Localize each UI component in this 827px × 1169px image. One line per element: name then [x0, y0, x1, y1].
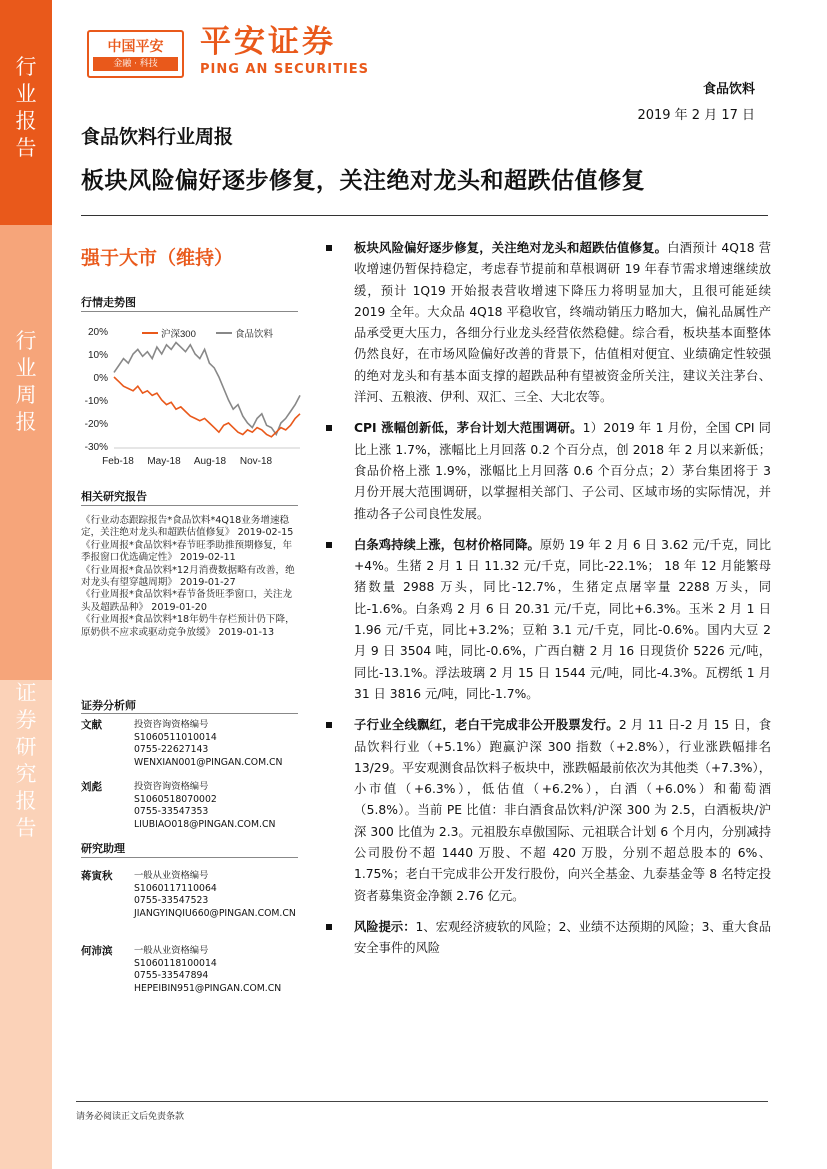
- analyst-name: 刘彪: [81, 781, 102, 793]
- side-band-bottom: [0, 680, 52, 1169]
- key-point-body: 1、宏观经济疲软的风险；2、业绩不达预期的风险；3、重大食品安全事件的风险: [354, 919, 771, 956]
- key-point-body: 白酒预计 4Q18 营收增速仍暂保持稳定，考虑春节提前和草根调研 19 年春节需求增速继续放缓，预计 1Q19 开始报表营收增速下降压力将明显加大，且很可能延续 2019 全年。大众品 4Q18 平稳收官，终端动销压力略加大，偏礼品属性产品承受更大压力，各细分行业龙头经营依然稳健。综合看，板块基本面整体仍然良好，在市场风险偏好改善的背景下，估值相对便宜、业绩确定性较强的绝对龙头和有基本面支撑的超跌品种有望被资金所关注，建议关注茅台、洋河、五粮液、伊利、双汇、三全、大北农等。: [354, 241, 771, 405]
- y-tick-label: 0%: [93, 373, 108, 384]
- bullet-icon: [326, 542, 332, 548]
- page-title: 板块风险偏好逐步修复，关注绝对龙头和超跌估值修复: [81, 168, 645, 194]
- related-report-date: 2019-02-11: [180, 552, 236, 564]
- chart-section-title: 行情走势图: [81, 296, 136, 309]
- section-divider: [81, 857, 298, 858]
- section-divider: [81, 505, 298, 506]
- x-tick-label: May-18: [147, 456, 181, 467]
- analyst-phone: 0755-22627143: [134, 744, 209, 756]
- side-dept: 证 券 研 究 报 告: [15, 681, 37, 840]
- assistant-cert-number: S1060118100014: [134, 957, 217, 969]
- ping-an-logo: [87, 30, 184, 78]
- assistant-phone: 0755-33547523: [134, 895, 209, 907]
- key-point: [326, 418, 771, 524]
- section-divider: [81, 311, 298, 312]
- bullet-icon: [326, 245, 332, 251]
- bullet-icon: [326, 722, 332, 728]
- analyst-cert-number: S1060511010014: [134, 731, 217, 743]
- assistant-name: 何沛滨: [81, 945, 113, 957]
- market-trend-chart: [80, 320, 302, 470]
- related-report-item[interactable]: [81, 515, 301, 540]
- assistant-name: 蒋寅秋: [81, 870, 113, 882]
- key-point-lead: 子行业全线飘红，老白干完成非公开股票发行。: [354, 718, 619, 733]
- brand-name-en: PING AN SECURITIES: [200, 62, 370, 77]
- key-point-body: 2 月 11 日-2 月 15 日，食品饮料行业（+5.1%）跑赢沪深 300 指数（+2.8%），行业涨跌幅排名 13/29。平安观测食品饮料子板块中，涨跌幅最前依次为其他类（+7.3%），小市值（+6.3%），低估值（+6.2%），白酒（+6.0%）和葡萄酒（5.8%）。当前 PE 比值：非白酒食品饮料/沪深 300 为 2.5，白酒板块/沪深 300 比值为 2.3。元祖股东卓傲国际、元祖联合计划 6 个月内，分别减持公司股份不超 1440 万股、不超 420 万股，分别不超总股本的 6%、1.75%；老白干完成非公开发行股份，向兴全基金、九泰基金等 8 名特定投资者募集资金净额 2.76 亿元。: [354, 718, 771, 903]
- key-point-lead: CPI 涨幅创新低，茅台计划大范围调研。: [354, 421, 583, 436]
- key-point-body: 原奶 19 年 2 月 6 日 3.62 元/千克，同比+4%。生猪 2 月 1 日 11.32 元/千克，同比-22.1%； 18 年 12 月能繁母猪数量 2988 万头，同比-12.7%，生猪定点屠宰量 2288 万头，同比-1.6%。白条鸡 2 月 6 日 20.31 元/千克，同比+6.3%。玉米 2 月 1 日 1.96 元/千克，同比+3.2%；豆粕 3.1 元/千克，同比-0.6%。国内大豆 2 月 9 日 3504 吨，同比-0.6%，广西白糖 2 月 16 日现货价 5226 元/吨，同比-13.1%。浮法玻璃 2 月 15 日 1544 元/吨，同比-4.3%。瓦楞纸 1 月 31 日 3816 元/吨，同比-1.7%。: [354, 537, 771, 701]
- assistant-phone: 0755-33547894: [134, 970, 209, 982]
- related-section-title: 相关研究报告: [81, 490, 147, 503]
- footer-disclaimer: 请务必阅读正文后免责条款: [76, 1112, 185, 1122]
- rating: 强于大市（维持）: [81, 247, 234, 269]
- y-tick-label: 10%: [87, 350, 108, 361]
- y-tick-label: -20%: [84, 419, 108, 430]
- related-reports-list: [81, 515, 301, 639]
- analyst-qualification-label: 投资咨询资格编号: [134, 719, 209, 730]
- chart-svg: [80, 320, 302, 470]
- key-point: [326, 238, 771, 408]
- key-point-body: 1）2019 年 1 月份，全国 CPI 同比上涨 1.7%，涨幅比上月回落 0.2 个百分点，创 2018 年 2 月以来新低；食品价格上涨 1.9%，涨幅比上月回落 0.6 个百分点；2）茅台集团将于 3 月份开展大范围调研，以掌握相关部门、子公司、区域市场的实际情况，并推动各子公司良性发展。: [354, 421, 771, 521]
- assistant-info: [134, 945, 304, 996]
- section-divider: [81, 713, 298, 714]
- x-tick-label: Aug-18: [193, 456, 227, 467]
- side-period: 行 业 周 报: [15, 329, 37, 434]
- key-point: [326, 535, 771, 705]
- x-tick-label: Feb-18: [102, 456, 134, 467]
- assistant-qualification-label: 一般从业资格编号: [134, 945, 209, 956]
- assistant-email[interactable]: HEPEIBIN951@PINGAN.COM.CN: [134, 983, 282, 995]
- footer-divider: [76, 1101, 768, 1102]
- assistants-section-title: 研究助理: [81, 842, 125, 855]
- related-report-date: 2019-01-20: [151, 601, 207, 613]
- related-report-item[interactable]: [81, 540, 301, 565]
- report-date: 2019 年 2 月 17 日: [637, 108, 755, 123]
- related-report-date: 2019-01-27: [180, 577, 236, 589]
- related-report-title: 《行业周报*食品饮料*春节备货旺季窗口，关注龙头及超跌品种》: [81, 589, 293, 613]
- analyst-qualification-label: 投资咨询资格编号: [134, 781, 209, 792]
- legend-label: 沪深300: [161, 329, 196, 340]
- logo-main-text: 中国平安: [107, 39, 164, 55]
- x-tick-label: Nov-18: [239, 456, 273, 467]
- bullet-icon: [326, 924, 332, 930]
- side-category: 行 业 报 告: [15, 55, 37, 160]
- industry-tag: 食品饮料: [702, 82, 755, 97]
- related-report-title: 《行业周报*食品饮料*春节旺季助推预期修复，年季报窗口优选确定性》: [81, 539, 293, 564]
- y-tick-label: -30%: [84, 442, 108, 453]
- logo-sub-text: 金融 · 科技: [93, 57, 178, 71]
- side-band-top: [0, 0, 52, 225]
- analyst-email[interactable]: WENXIAN001@PINGAN.COM.CN: [134, 757, 283, 769]
- assistant-info: [134, 870, 304, 921]
- related-report-title: 《行业周报*食品饮料*18年奶牛存栏预计仍下降，原奶供不应求或驱动竞争放缓》: [81, 614, 295, 638]
- key-point-lead: 板块风险偏好逐步修复，关注绝对龙头和超跌估值修复。: [354, 241, 668, 255]
- assistant-qualification-label: 一般从业资格编号: [134, 870, 209, 881]
- analyst-info: [134, 781, 304, 832]
- brand-name-cn: 平安证券: [200, 24, 336, 60]
- side-band-middle: [0, 225, 52, 680]
- analyst-phone: 0755-33547353: [134, 806, 209, 818]
- key-point-lead: 风险提示：: [354, 919, 416, 934]
- analyst-email[interactable]: LIUBIAO018@PINGAN.COM.CN: [134, 819, 276, 831]
- report-type: 食品饮料行业周报: [81, 126, 234, 148]
- related-report-item[interactable]: [81, 614, 301, 639]
- related-report-title: 《行业周报*食品饮料*12月消费数据略有改善，绝对龙头有望穿越周期》: [81, 564, 295, 589]
- analyst-name: 文献: [81, 719, 102, 731]
- y-tick-label: 20%: [87, 327, 108, 338]
- related-report-item[interactable]: [81, 565, 301, 590]
- related-report-title: 《行业动态跟踪报告*食品饮料*4Q18业务增速稳定，关注绝对龙头和超跌估值修复》: [81, 515, 290, 539]
- related-report-item[interactable]: [81, 589, 301, 614]
- assistant-cert-number: S1060117110064: [134, 882, 217, 894]
- key-points: [326, 238, 771, 970]
- header-divider: [81, 215, 768, 216]
- key-point-lead: 白条鸡持续上涨，包材价格同降。: [354, 537, 540, 552]
- key-point: [326, 917, 771, 960]
- analyst-info: [134, 719, 304, 770]
- related-report-date: 2019-01-13: [218, 626, 275, 638]
- legend-label: 食品饮料: [235, 329, 274, 340]
- related-report-date: 2019-02-15: [237, 527, 294, 539]
- analysts-section-title: 证券分析师: [81, 699, 136, 712]
- bullet-icon: [326, 425, 332, 431]
- analyst-cert-number: S1060518070002: [134, 793, 217, 805]
- y-tick-label: -10%: [84, 396, 108, 407]
- brand-logo: [200, 24, 369, 77]
- key-point: [326, 715, 771, 907]
- assistant-email[interactable]: JIANGYINQIU660@PINGAN.COM.CN: [134, 908, 296, 920]
